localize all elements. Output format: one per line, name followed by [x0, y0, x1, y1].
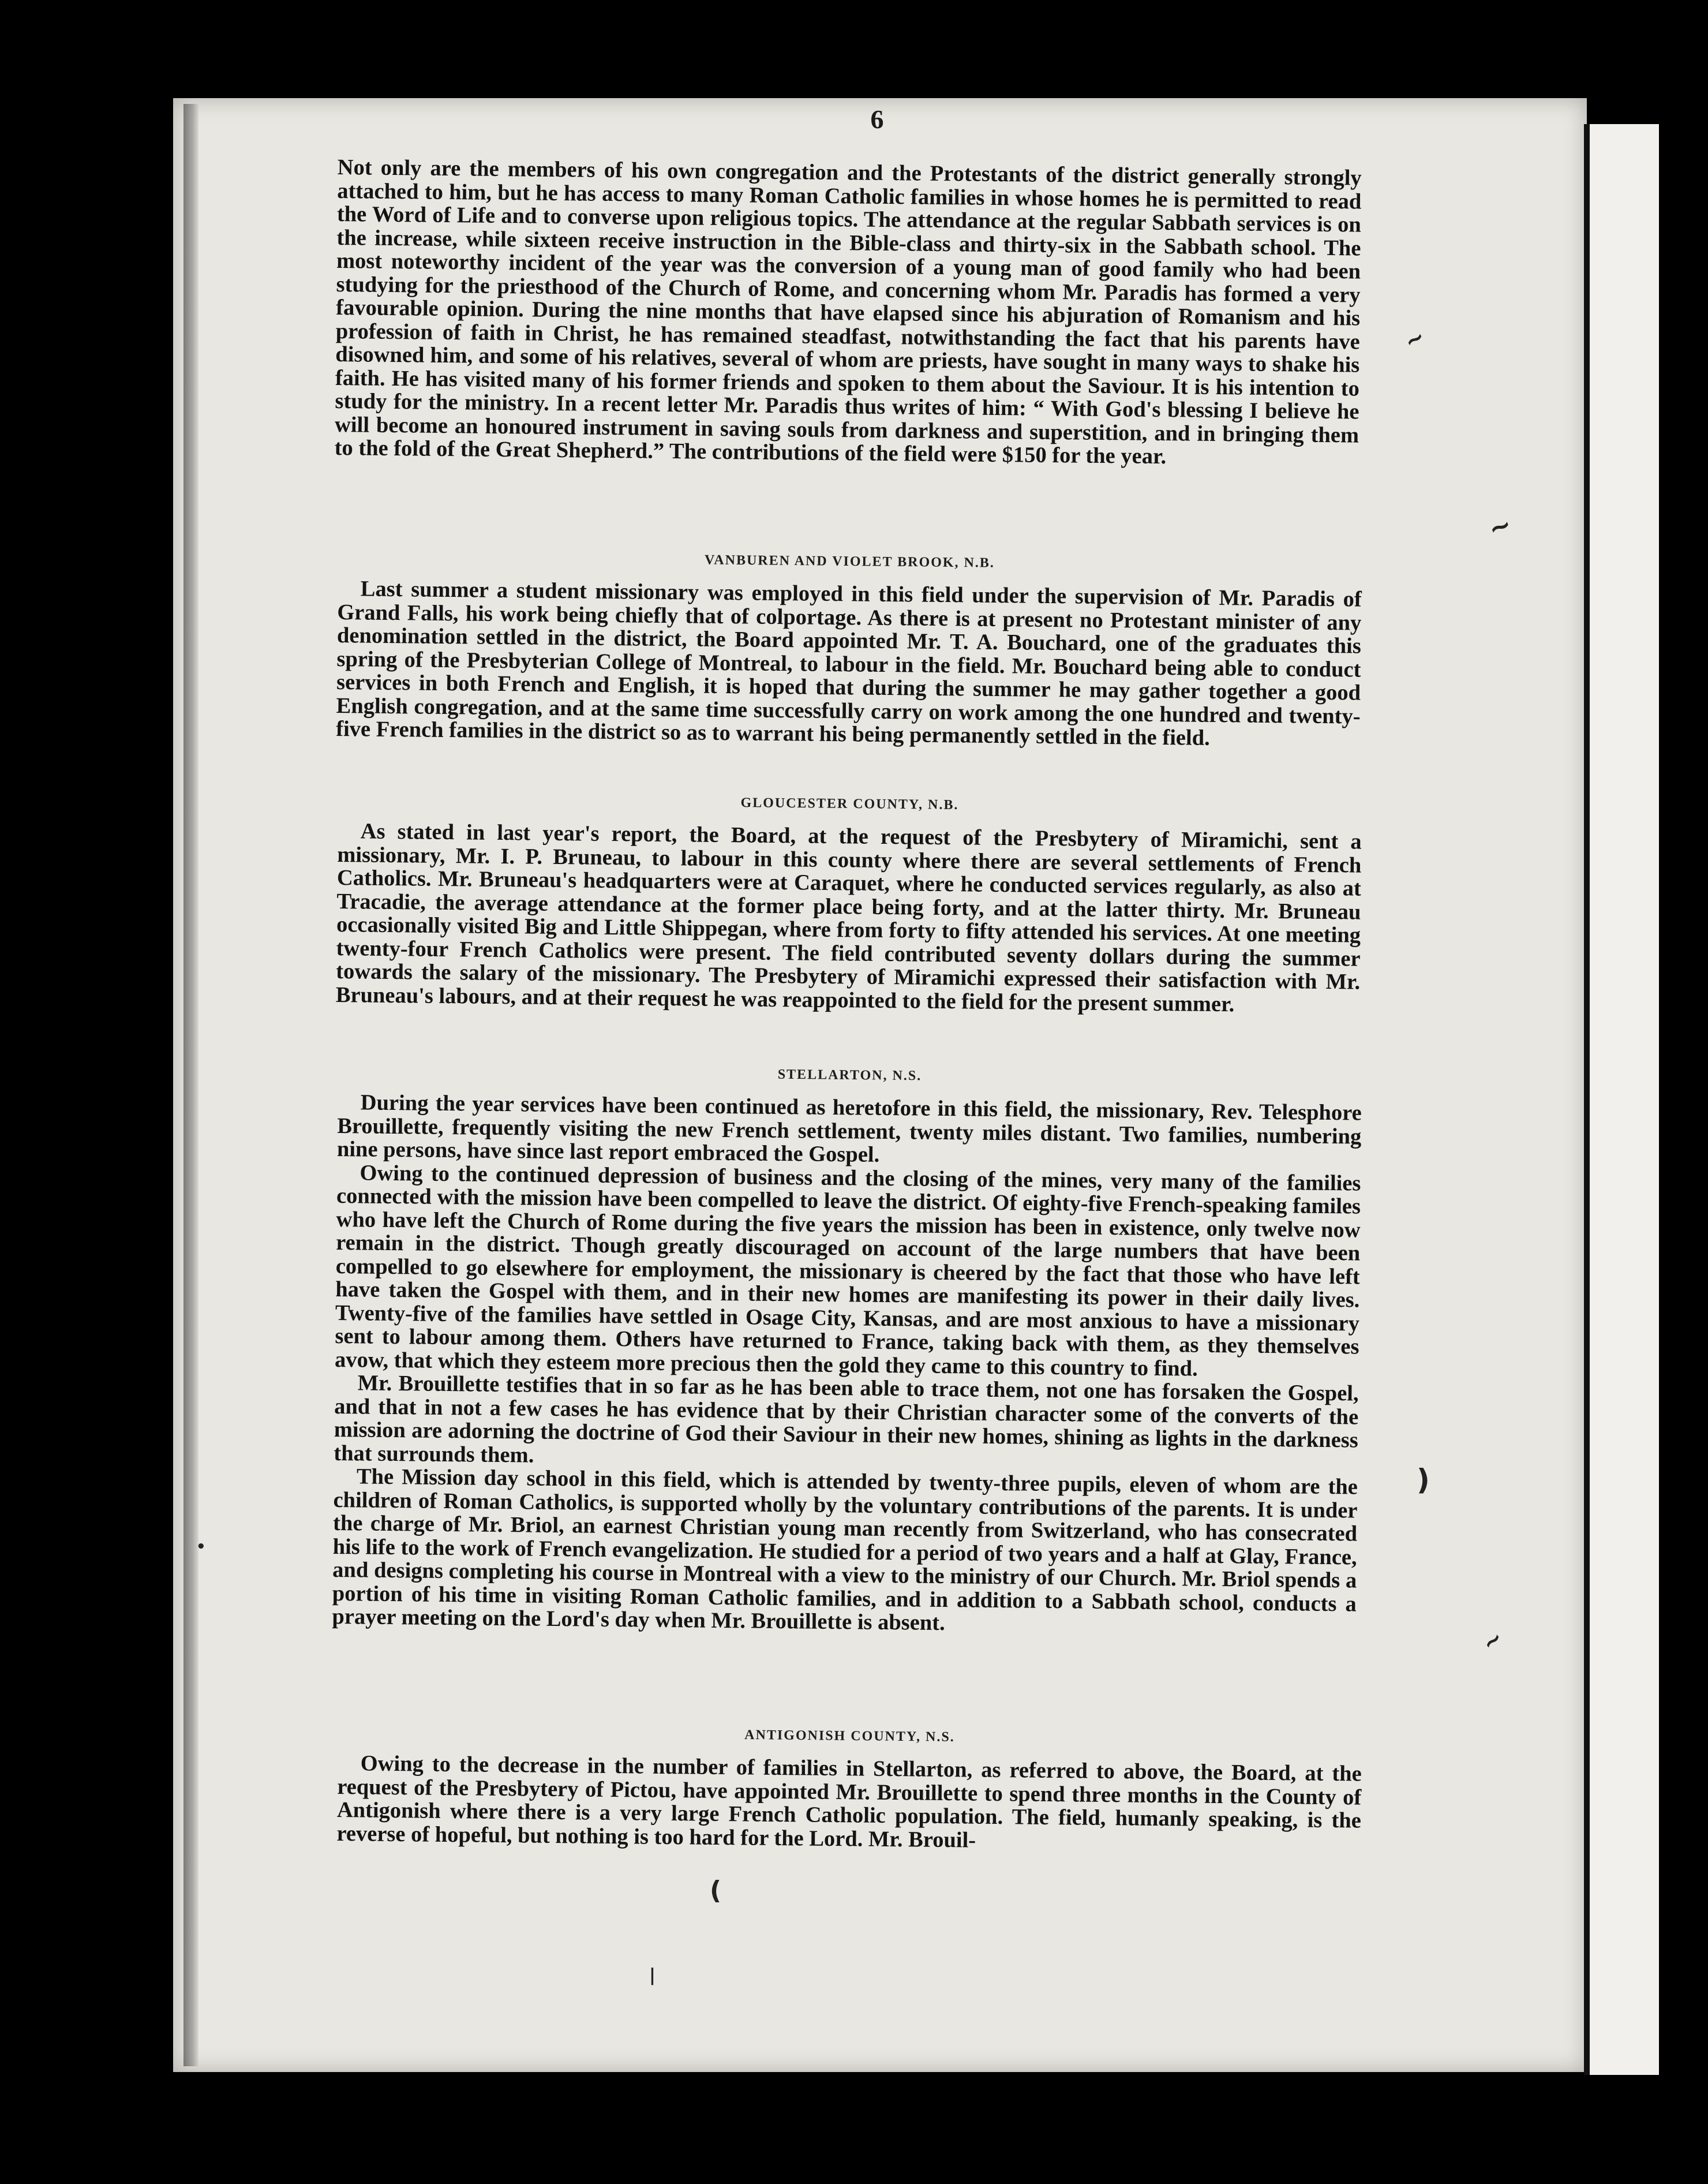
- page-number: 6: [870, 104, 884, 134]
- section-stellarton: [332, 1091, 1362, 1639]
- section-heading-vanburen: VANBUREN AND VIOLET BROOK, N.B.: [704, 552, 995, 571]
- paragraph: Owing to the continued depression of business and the closing of the mines, very many of the families connected with the mission have been compelled to leave the district. Of eighty-five French-speaking familes who have left the Church of Rome during the five years the mission has been in existence, only twelve now remain in the district. Though greatly discouraged on account of the large numbers that have been compelled to go elsewhere for employment, the missionary is cheered by the fact that those who have left have taken the Gospel with them, and in their new homes are manifesting its power in their daily lives. Twenty-five of the families have settled in Osage City, Kansas, and are most anxious to have a missionary sent to labour among them. Others have returned to France, taking back with them, as they themselves avow, that which they esteem more precious then the gold they came to this country to find.: [334, 1160, 1361, 1381]
- paragraph: Mr. Brouillette testifies that in so far as he has been able to trace them, not one has forsaken the Gospel, and that in not a few cases he has evidence that by their Christian character some of the converts of the mission are adorning the doctrine of God their Saviour in their new homes, shining as lights in the darkness that surrounds them.: [334, 1371, 1359, 1468]
- scan-mark: (: [710, 1876, 722, 1905]
- facing-page-edge: [1590, 124, 1659, 2075]
- section-antigonish: [336, 1752, 1362, 1856]
- continuation-section: [334, 156, 1361, 470]
- section-heading-stellarton: STELLARTON, N.S.: [777, 1067, 922, 1084]
- paragraph: Last summer a student missionary was employed in this field under the supervision of Mr. Paradis of Grand Falls, his work being chiefly that of colportage. As there is at present no Protestant minister of any denomination settled in the district, the Board appointed Mr. T. A. Bouchard, one of the graduates this spring of the Presbyterian College of Montreal, to labour in the field. Mr. Bouchard being able to conduct services in both French and English, it is hoped that during the summer he may gather together a good English congregation, and at the same time successfully carry on work among the one hundred and twenty-five French families in the district so as to warrant his being permanently settled in the field.: [336, 577, 1362, 750]
- paragraph: As stated in last year's report, the Board, at the request of the Presbytery of Miramichi, sent a missionary, Mr. I. P. Bruneau, to labour in this county where there are several settlements of French Catholics. Mr. Bruneau's headquarters were at Caraquet, where he conducted services regularly, as also at Tracadie, the average attendance at the former place being forty, and at the latter thirty. Mr. Bruneau occasionally visited Big and Little Shippegan, where from forty to fifty attended his services. At one meeting twenty-four French Catholics were present. The field contributed seventy dollars during the summer towards the salary of the missionary. The Presbytery of Miramichi expressed their satisfaction with Mr. Bruneau's labours, and at their request he was reappointed to the field for the present summer.: [335, 819, 1362, 1016]
- paragraph: The Mission day school in this field, which is attended by twenty-three pupils, eleven of whom are the children of Roman Catholics, is supported wholly by the voluntary contributions of the parents. It is under the charge of Mr. Briol, an earnest Christian young man recently from Switzerland, who has consecrated his life to the work of French evangelization. He studied for a period of two years and a half at Glay, France, and designs completing his course in Montreal with a view to the ministry of our Church. Mr. Briol spends a portion of his time in visiting Roman Catholic families, and in addition to a Sabbath school, conducts a prayer meeting on the Lord's day when Mr. Brouillette is absent.: [332, 1464, 1358, 1636]
- section-heading-gloucester: GLOUCESTER COUNTY, N.B.: [740, 795, 959, 813]
- scan-mark: •: [196, 1538, 206, 1555]
- section-vanburen: [336, 577, 1362, 751]
- section-gloucester: [336, 820, 1362, 1018]
- scan-mark: ~: [1399, 323, 1430, 356]
- paragraph: Owing to the decrease in the number of families in Stellarton, as referred to above, the Board, at the request of the Presbytery of Pictou, have appointed Mr. Brouillette to spend three months in the County of Antigonish where there is a very large French Catholic population. The field, humanly speaking, is the reverse of hopeful, but nothing is too hard for the Lord. Mr. Brouil-: [336, 1751, 1362, 1853]
- scan-mark: ~: [1484, 508, 1516, 545]
- paragraph: Not only are the members of his own congregation and the Protestants of the district generally strongly attached to him, but he has access to many Roman Catholic families in whose homes he is permitted to read the Word of Life and to converse upon religious topics. The attendance at the regular Sabbath services is on the increase, while sixteen receive instruction in the Bible-class and thirty-six in the Sabbath school. The most noteworthy incident of the year was the conversion of a young man of good family who had been studying for the priesthood of the Church of Rome, and concerning whom Mr. Paradis has formed a very favourable opinion. During the nine months that have elapsed since his abjuration of Romanism and his profession of faith in Christ, he has remained steadfast, notwithstanding the fact that his parents have disowned him, and some of his relatives, several of whom are priests, have sought in many ways to shake his faith. He has visited many of his former friends and spoken to them about the Saviour. It is his intention to study for the ministry. In a recent letter Mr. Paradis thus writes of him: “ With God's blessing I believe he will become an honoured instrument in saving souls from darkness and superstition, and in bringing them to the fold of the Great Shepherd.” The contributions of the field were $150 for the year.: [334, 155, 1362, 469]
- scan-mark: |: [649, 1965, 656, 1985]
- page-binding-edge: [183, 104, 198, 2066]
- scan-mark: ): [1417, 1463, 1430, 1497]
- paragraph: During the year services have been continued as heretofore in this field, the missionary, Rev. Telesphore Brouillette, frequently visiting the new French settlement, twenty miles distant. Two families, numbering nine persons, have since last report embraced the Gospel.: [336, 1090, 1362, 1167]
- scan-mark: ~: [1477, 1624, 1509, 1658]
- section-heading-antigonish: ANTIGONISH COUNTY, N.S.: [744, 1727, 955, 1745]
